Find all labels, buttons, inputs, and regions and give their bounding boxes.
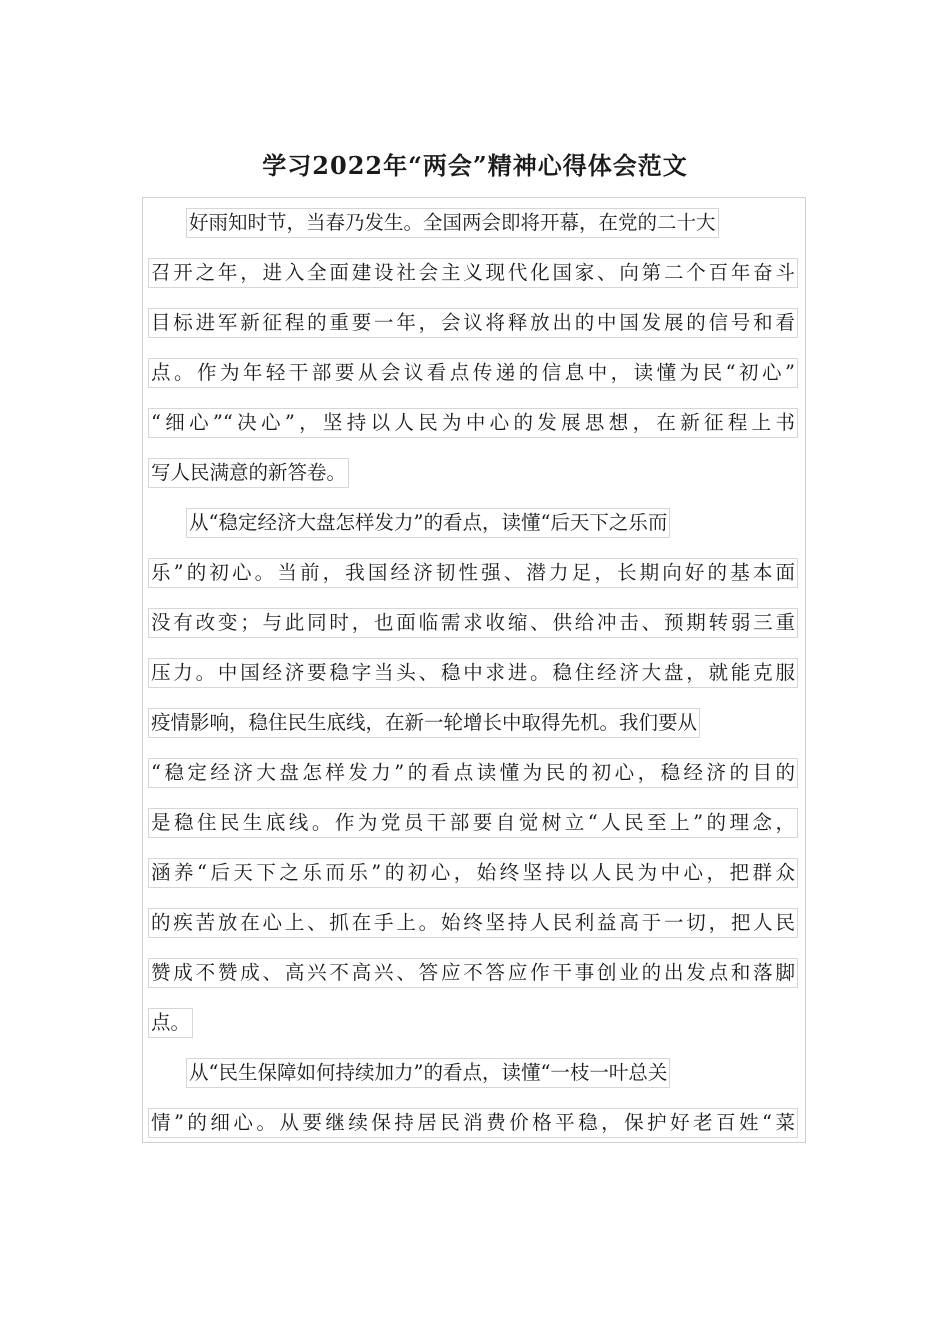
text-line: 赞成不赞成、高兴不高兴、答应不答应作干事创业的出发点和落脚 — [148, 954, 798, 1004]
text-line: 点。作为年轻干部要从会议看点传递的信息中，读懂为民“初心” — [148, 354, 798, 404]
document-title: 学习2022年“两会”精神心得体会范文 — [262, 151, 688, 180]
text-line: 涵养“后天下之乐而乐”的初心，始终坚持以人民为中心，把群众 — [148, 854, 798, 904]
text-line: 情”的细心。从要继续保持居民消费价格平稳，保护好老百姓“菜 — [148, 1104, 798, 1154]
text-line: 乐”的初心。当前，我国经济韧性强、潜力足，长期向好的基本面 — [148, 554, 798, 604]
text-line: 点。 — [148, 1004, 798, 1054]
text-line: 目标进军新征程的重要一年，会议将释放出的中国发展的信号和看 — [148, 304, 798, 354]
text-line: 是稳住民生底线。作为党员干部要自觉树立“人民至上”的理念， — [148, 804, 798, 854]
text-line: 没有改变；与此同时，也面临需求收缩、供给冲击、预期转弱三重 — [148, 604, 798, 654]
text-line: 的疾苦放在心上、抓在手上。始终坚持人民利益高于一切，把人民 — [148, 904, 798, 954]
text-line: 好雨知时节，当春乃发生。全国两会即将开幕，在党的二十大 — [148, 204, 798, 254]
document-body — [148, 204, 798, 1154]
text-line: 从“稳定经济大盘怎样发力”的看点，读懂“后天下之乐而 — [148, 504, 798, 554]
text-line: 写人民满意的新答卷。 — [148, 454, 798, 504]
text-line: 召开之年，进入全面建设社会主义现代化国家、向第二个百年奋斗 — [148, 254, 798, 304]
text-line: 疫情影响，稳住民生底线，在新一轮增长中取得先机。我们要从 — [148, 704, 798, 754]
text-line: 压力。中国经济要稳字当头、稳中求进。稳住经济大盘，就能克服 — [148, 654, 798, 704]
text-line: “细心”“决心”，坚持以人民为中心的发展思想，在新征程上书 — [148, 404, 798, 454]
text-line: “稳定经济大盘怎样发力”的看点读懂为民的初心，稳经济的目的 — [148, 754, 798, 804]
text-line: 从“民生保障如何持续加力”的看点，读懂“一枝一叶总关 — [148, 1054, 798, 1104]
